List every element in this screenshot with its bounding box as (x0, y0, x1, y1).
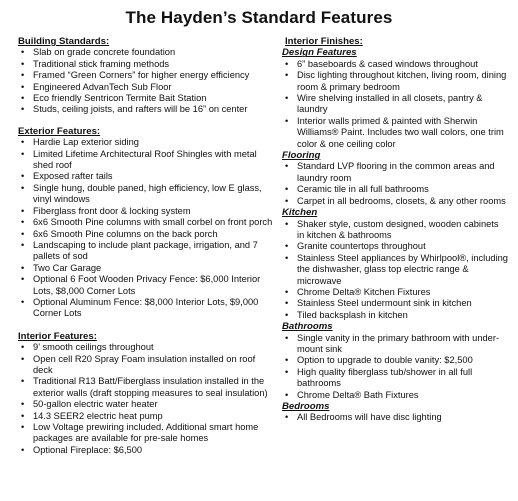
exterior-features-heading: Exterior Features: (18, 125, 101, 137)
list-item (18, 59, 276, 70)
list-item-text: 14.3 SEER2 electric heat pump (33, 410, 163, 421)
bullet-icon: • (21, 81, 25, 92)
right-column (282, 36, 508, 424)
bullet-icon: • (285, 355, 289, 366)
list-item-text: Traditional stick framing methods (33, 58, 170, 69)
flooring-list (282, 161, 508, 207)
bullet-icon: • (285, 332, 289, 343)
bullet-icon: • (21, 93, 25, 104)
list-item-text: Stainless Steel appliances by Whirlpool®, including the dishwasher, glass top electric range & microwave (297, 252, 508, 286)
bullet-icon: • (21, 296, 25, 307)
bullet-icon: • (21, 47, 25, 58)
bullet-icon: • (21, 171, 25, 182)
flooring-group (282, 150, 508, 207)
list-item-text: Optional Fireplace: $6,500 (33, 444, 143, 455)
list-item (18, 47, 276, 58)
building-standards-list (18, 47, 276, 115)
list-item (18, 171, 276, 182)
list-item (282, 355, 508, 366)
bullet-icon: • (21, 104, 25, 115)
bullet-icon: • (21, 274, 25, 285)
bullet-icon: • (21, 239, 25, 250)
list-item (282, 367, 508, 390)
list-item (282, 93, 508, 116)
interior-finishes-heading: Interior Finishes: (285, 36, 363, 47)
list-item (282, 333, 508, 356)
list-item (282, 412, 508, 423)
interior-features-heading: Interior Features: (18, 330, 97, 342)
list-item-text: 6x6 Smooth Pine columns on the back porch (33, 228, 218, 239)
bullet-icon: • (21, 444, 25, 455)
bullet-icon: • (21, 262, 25, 273)
bullet-icon: • (21, 228, 25, 239)
list-item-text: Studs, ceiling joists, and rafters will be 16” on center (33, 104, 248, 115)
list-item (18, 240, 276, 263)
design-features-heading: Design Features (282, 47, 357, 59)
list-item (18, 206, 276, 217)
list-item (18, 376, 276, 399)
list-item (282, 287, 508, 298)
bullet-icon: • (285, 115, 289, 126)
list-item (18, 445, 276, 456)
bullet-icon: • (21, 342, 25, 353)
list-item (282, 196, 508, 207)
list-item-text: Stainless Steel undermount sink in kitchen (297, 298, 472, 309)
list-item-text: Eco friendly Sentricon Termite Bait Station (33, 93, 207, 104)
list-item (18, 274, 276, 297)
bullet-icon: • (21, 148, 25, 159)
bullet-icon: • (285, 195, 289, 206)
list-item-text: Traditional R13 Batt/Fiberglass insulation installed in the exterior walls (draft stopping measures to seal insulation) (33, 376, 268, 398)
list-item-text: Exposed rafter tails (33, 171, 113, 182)
bullet-icon: • (21, 58, 25, 69)
bullet-icon: • (285, 161, 289, 172)
list-item-text: Carpet in all bedrooms, closets, & any other rooms (297, 195, 506, 206)
list-item (18, 70, 276, 81)
bullet-icon: • (285, 241, 289, 252)
bullet-icon: • (285, 70, 289, 81)
bullet-icon: • (285, 184, 289, 195)
bullet-icon: • (285, 298, 289, 309)
design-features-list (282, 59, 508, 150)
list-item (18, 217, 276, 228)
list-item (18, 229, 276, 240)
list-item-text: Option to upgrade to double vanity: $2,500 (297, 355, 473, 366)
bullet-icon: • (21, 205, 25, 216)
bullet-icon: • (285, 366, 289, 377)
building-standards-section (18, 36, 276, 116)
list-item-text: 6x6 Smooth Pine columns with small corbel on front porch (33, 217, 273, 228)
list-item (18, 342, 276, 353)
bathrooms-heading: Bathrooms (282, 321, 333, 333)
list-item-text: Chrome Delta® Kitchen Fixtures (297, 286, 431, 297)
bullet-icon: • (21, 410, 25, 421)
list-item (18, 93, 276, 104)
list-item-text: Single vanity in the primary bathroom with under-mount sink (297, 332, 500, 354)
list-item (282, 253, 508, 287)
list-item (18, 263, 276, 274)
list-item-text: Limited Lifetime Architectural Roof Shingles with metal shed roof (33, 148, 257, 171)
list-item (282, 59, 508, 70)
bullet-icon: • (285, 93, 289, 104)
list-item (282, 116, 508, 150)
interior-features-list (18, 342, 276, 456)
list-item-text: Slab on grade concrete foundation (33, 47, 176, 58)
list-item-text: 50-gallon electric water heater (33, 399, 158, 410)
list-item (18, 137, 276, 148)
kitchen-list (282, 219, 508, 322)
list-item-text: Shaker style, custom designed, wooden cabinets in kitchen & bathrooms (297, 218, 499, 240)
exterior-features-list (18, 137, 276, 320)
bullet-icon: • (21, 422, 25, 432)
list-item-text: Standard LVP flooring in the common areas and laundry room (297, 161, 495, 183)
list-item-text: Interior walls primed & painted with Sherwin Williams® Paint. Includes two wall colors, one trim color & one ceiling color (297, 115, 504, 149)
list-item-text: 6” baseboards & cased windows throughout (297, 58, 478, 69)
exterior-features-section (18, 126, 276, 320)
list-item-text: Wire shelving installed in all closets, pantry & laundry (297, 93, 483, 115)
list-item-text: Granite countertops throughout (297, 241, 426, 252)
list-item (282, 390, 508, 401)
list-item-text: Two Car Garage (33, 262, 102, 273)
bedrooms-heading: Bedrooms (282, 401, 330, 412)
interior-features-section (18, 331, 276, 456)
list-item-text: 9’ smooth ceilings throughout (33, 342, 154, 353)
list-item-text: Fiberglass front door & locking system (33, 205, 191, 216)
list-item-text: Optional 6 Foot Wooden Privacy Fence: $6,000 Interior Lots, $8,000 Corner Lots (33, 274, 261, 296)
list-item-text: All Bedrooms will have disc lighting (297, 412, 442, 423)
left-column (18, 36, 276, 456)
list-item (18, 104, 276, 115)
list-item-text: Chrome Delta® Bath Fixtures (297, 389, 419, 400)
bullet-icon: • (285, 218, 289, 229)
bullet-icon: • (285, 389, 289, 400)
bullet-icon: • (21, 137, 25, 148)
bullet-icon: • (21, 70, 25, 81)
flooring-heading: Flooring (282, 150, 321, 162)
bullet-icon: • (285, 286, 289, 297)
list-item (18, 149, 276, 172)
list-item-text: Single hung, double paned, high efficiency, low E glass, vinyl windows (33, 182, 262, 205)
list-item (18, 297, 276, 320)
list-item (18, 354, 276, 377)
design-features-group (282, 47, 508, 150)
bullet-icon: • (21, 376, 25, 387)
list-item (18, 411, 276, 422)
document-title: The Hayden’s Standard Features (125, 8, 393, 27)
list-item (18, 183, 276, 206)
list-item-text: Framed “Green Corners” for higher energy efficiency (33, 70, 250, 81)
list-item-text: Engineered AdvanTech Sub Floor (33, 81, 172, 92)
bullet-icon: • (285, 309, 289, 320)
bedrooms-list (282, 412, 508, 423)
list-item (282, 241, 508, 252)
list-item-text: Landscaping to include plant package, irrigation, and 7 pallets of sod (33, 239, 258, 262)
list-item (282, 310, 508, 321)
kitchen-group (282, 207, 508, 321)
list-item-text: Low Voltage prewiring included. Additional smart home packages are available for pre-sale homes (33, 422, 259, 444)
list-item-text: Optional Aluminum Fence: $8,000 Interior Lots, $9,000 Corner Lots (33, 296, 259, 319)
list-item (282, 70, 508, 93)
list-item-text: Tiled backsplash in kitchen (297, 309, 408, 320)
list-item-text: Ceramic tile in all full bathrooms (297, 184, 429, 195)
list-item (282, 161, 508, 184)
list-item (18, 82, 276, 93)
bullet-icon: • (285, 412, 289, 423)
bullet-icon: • (21, 217, 25, 228)
bullet-icon: • (285, 58, 289, 69)
list-item (282, 219, 508, 242)
bathrooms-list (282, 333, 508, 401)
bathrooms-group (282, 321, 508, 401)
list-item (282, 184, 508, 195)
building-standards-heading: Building Standards: (18, 36, 110, 47)
list-item (18, 399, 276, 410)
list-item (18, 422, 276, 445)
bullet-icon: • (21, 353, 25, 364)
list-item-text: Hardie Lap exterior siding (33, 137, 139, 148)
bedrooms-group (282, 401, 508, 424)
list-item-text: Open cell R20 Spray Foam insulation installed on roof deck (33, 353, 256, 375)
list-item-text: High quality fiberglass tub/shower in all full bathrooms (297, 366, 473, 389)
list-item-text: Disc lighting throughout kitchen, living room, dining room & primary bedroom (297, 70, 507, 92)
bullet-icon: • (21, 182, 25, 193)
bullet-icon: • (21, 399, 25, 410)
bullet-icon: • (285, 252, 289, 263)
kitchen-heading: Kitchen (282, 207, 318, 219)
list-item (282, 298, 508, 309)
